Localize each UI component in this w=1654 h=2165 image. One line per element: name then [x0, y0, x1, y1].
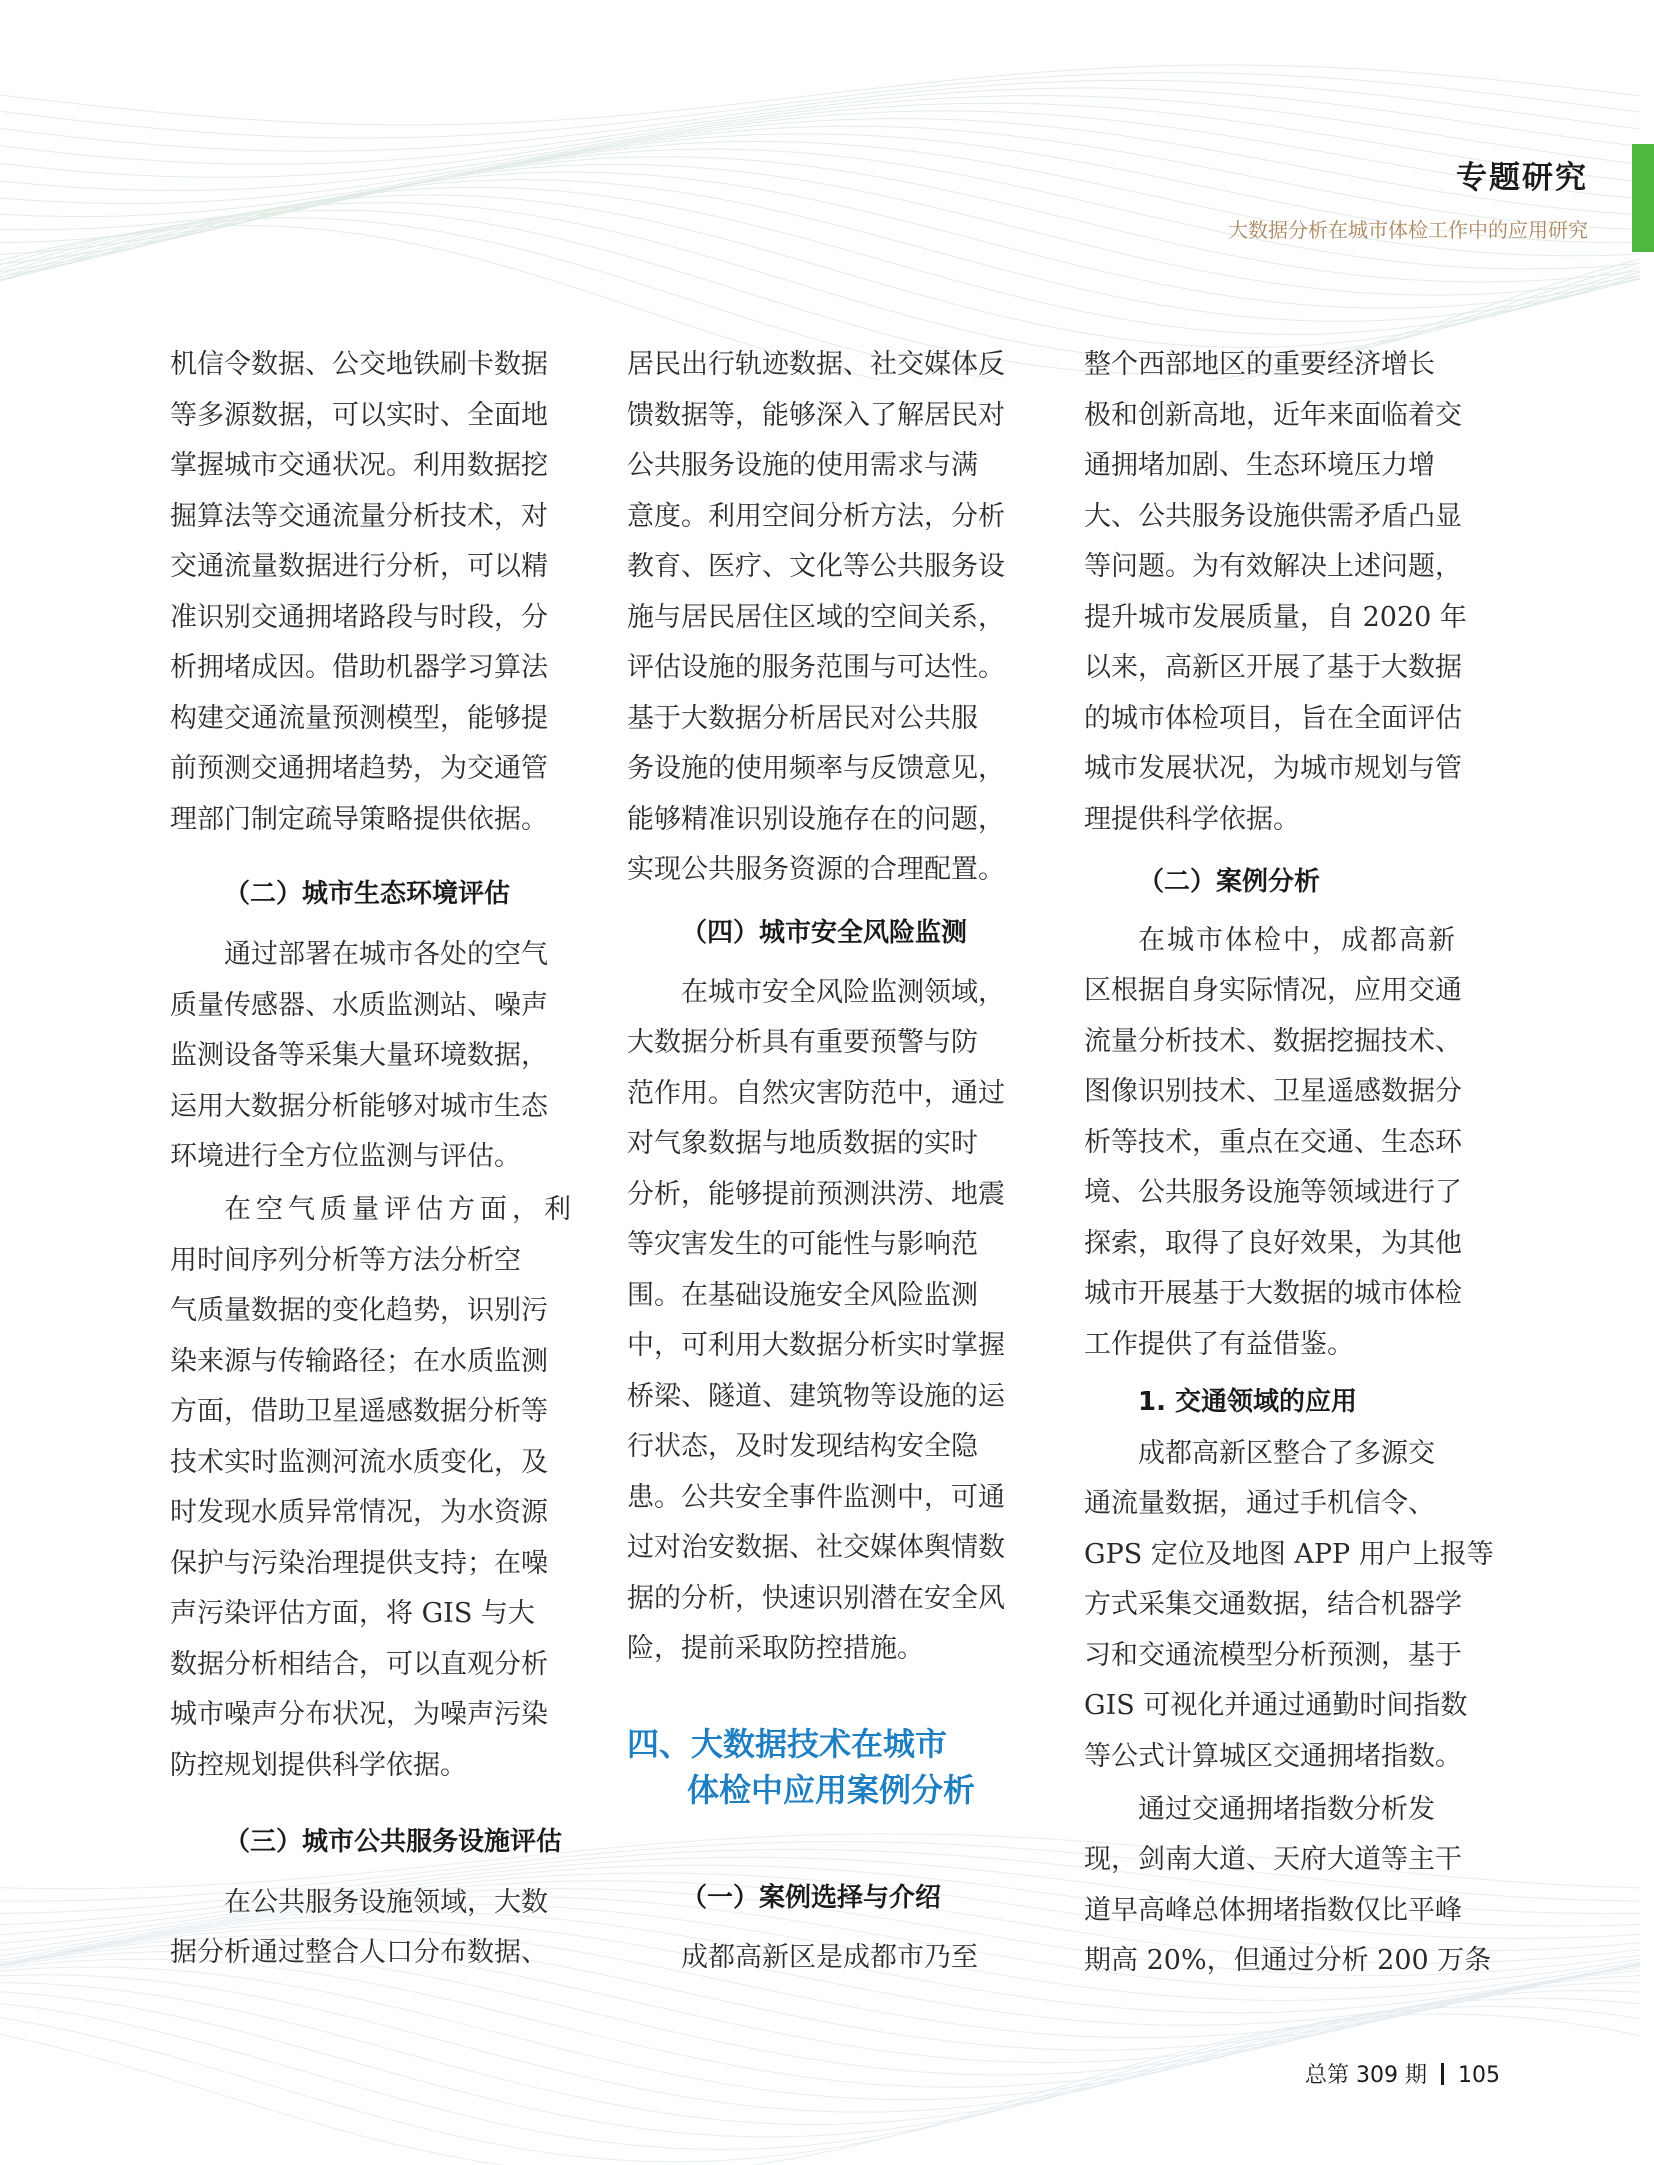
body-line: 整个西部地区的重要经济增长 — [1084, 349, 1435, 380]
body-line: 分析，能够提前预测洪涝、地震 — [627, 1179, 1005, 1210]
wave-line — [0, 65, 1640, 125]
body-line: 探索，取得了良好效果，为其他 — [1084, 1228, 1462, 1259]
section-title: 专题研究 — [1456, 160, 1588, 196]
body-line: 能够精准识别设施存在的问题， — [627, 804, 1005, 835]
body-line: 对气象数据与地质数据的实时 — [627, 1128, 978, 1159]
body-line: 据分析通过整合人口分布数据、 — [170, 1937, 548, 1968]
issue-number: 总第 309 期 — [1305, 2063, 1427, 2088]
subsection-heading: （四）城市安全风险监测 — [681, 918, 968, 948]
body-line: 时发现水质异常情况，为水资源 — [170, 1497, 548, 1528]
body-line: 城市噪声分布状况，为噪声污染 — [170, 1699, 548, 1730]
body-line: GIS 可视化并通过通勤时间指数 — [1084, 1690, 1468, 1721]
body-line: 等多源数据，可以实时、全面地 — [170, 400, 548, 431]
body-line: 方面，借助卫星遥感数据分析等 — [170, 1396, 548, 1427]
body-line: 习和交通流模型分析预测，基于 — [1084, 1640, 1462, 1671]
body-line: 通过部署在城市各处的空气 — [224, 939, 548, 970]
body-line: 馈数据等，能够深入了解居民对 — [627, 400, 1005, 431]
body-line: 声污染评估方面，将 GIS 与大 — [170, 1598, 535, 1629]
body-line: 析等技术，重点在交通、生态环 — [1084, 1127, 1462, 1158]
body-line: 施与居民居住区域的空间关系， — [627, 602, 1005, 633]
body-line: 评估设施的服务范围与可达性。 — [627, 652, 1005, 683]
body-line: 城市开展基于大数据的城市体检 — [1084, 1278, 1462, 1309]
subsection-heading: （三）城市公共服务设施评估 — [224, 1827, 563, 1857]
body-line: 据的分析，快速识别潜在安全风 — [627, 1583, 1005, 1614]
wave-line — [0, 1975, 1640, 2112]
body-line: 等问题。为有效解决上述问题， — [1084, 551, 1462, 582]
subsection-heading: （一）案例选择与介绍 — [681, 1883, 942, 1913]
body-line: GPS 定位及地图 APP 用户上报等 — [1084, 1539, 1494, 1570]
body-line: 实现公共服务资源的合理配置。 — [627, 854, 1005, 885]
body-line: 险，提前采取防控措施。 — [627, 1633, 924, 1664]
body-line: 教育、医疗、文化等公共服务设 — [627, 551, 1005, 582]
body-line: 通流量数据，通过手机信令、 — [1084, 1488, 1435, 1519]
body-line: 境、公共服务设施等领域进行了 — [1084, 1177, 1462, 1208]
body-line: 机信令数据、公交地铁刷卡数据 — [170, 349, 548, 380]
body-line: 桥梁、隧道、建筑物等设施的运 — [627, 1381, 1005, 1412]
body-line: 在空气质量评估方面，利 — [224, 1194, 576, 1225]
wave-line — [0, 96, 1640, 178]
section-heading: 四、大数据技术在城市 — [627, 1725, 948, 1763]
body-line: 围。在基础设施安全风险监测 — [627, 1280, 978, 1311]
body-line: 成都高新区是成都市乃至 — [681, 1942, 978, 1973]
body-line: 运用大数据分析能够对城市生态 — [170, 1091, 548, 1122]
article-running-title: 大数据分析在城市体检工作中的应用研究 — [1228, 218, 1588, 242]
wave-line — [0, 80, 1640, 151]
body-line: 以来，高新区开展了基于大数据 — [1084, 652, 1462, 683]
footer-divider — [1441, 2063, 1444, 2085]
body-line: 公共服务设施的使用需求与满 — [627, 450, 978, 481]
body-line: 气质量数据的变化趋势，识别污 — [170, 1295, 548, 1326]
body-line: 析拥堵成因。借助机器学习算法 — [170, 652, 548, 683]
body-line: 环境进行全方位监测与评估。 — [170, 1141, 521, 1172]
body-line: 染来源与传输路径；在水质监测 — [170, 1346, 548, 1377]
body-line: 现，剑南大道、天府大道等主干 — [1084, 1844, 1462, 1875]
body-line: 保护与污染治理提供支持；在噪 — [170, 1548, 548, 1579]
wave-line — [0, 187, 1640, 334]
body-line: 中，可利用大数据分析实时掌握 — [627, 1330, 1005, 1361]
body-line: 方式采集交通数据，结合机器学 — [1084, 1589, 1462, 1620]
body-line: 区根据自身实际情况，应用交通 — [1084, 975, 1462, 1006]
body-line: 工作提供了有益借鉴。 — [1084, 1329, 1354, 1360]
body-line: 用时间序列分析等方法分析空 — [170, 1245, 521, 1276]
wave-line — [0, 73, 1640, 138]
page-number: 105 — [1458, 2063, 1500, 2088]
page-footer — [1305, 2058, 1500, 2089]
subsection-heading: 1. 交通领域的应用 — [1138, 1387, 1358, 1417]
wave-line — [0, 111, 1640, 204]
body-line: 等灾害发生的可能性与影响范 — [627, 1229, 978, 1260]
body-line: 期高 20%，但通过分析 200 万条 — [1084, 1945, 1492, 1976]
body-line: 城市发展状况，为城市规划与管 — [1084, 753, 1462, 784]
body-line: 监测设备等采集大量环境数据， — [170, 1040, 548, 1071]
body-line: 交通流量数据进行分析，可以精 — [170, 551, 548, 582]
body-line: 技术实时监测河流水质变化，及 — [170, 1447, 548, 1478]
body-line: 数据分析相结合，可以直观分析 — [170, 1649, 548, 1680]
body-line: 提升城市发展质量，自 2020 年 — [1084, 602, 1467, 633]
wave-line — [0, 103, 1640, 190]
body-line: 道早高峰总体拥堵指数仅比平峰 — [1084, 1895, 1462, 1926]
body-line: 理部门制定疏导策略提供依据。 — [170, 804, 548, 835]
body-line: 前预测交通拥堵趋势，为交通管 — [170, 753, 548, 784]
body-line: 准识别交通拥堵路段与时段，分 — [170, 602, 548, 633]
subsection-heading: （二）案例分析 — [1138, 867, 1321, 897]
wave-line — [0, 149, 1640, 269]
body-line: 构建交通流量预测模型，能够提 — [170, 703, 548, 734]
wave-line — [0, 180, 1640, 322]
section-heading: 体检中应用案例分析 — [687, 1771, 976, 1809]
body-line: 通过交通拥堵指数分析发 — [1138, 1794, 1435, 1825]
body-line: 理提供科学依据。 — [1084, 804, 1300, 835]
subsection-heading: （二）城市生态环境评估 — [224, 879, 511, 909]
body-line: 图像识别技术、卫星遥感数据分 — [1084, 1076, 1462, 1107]
body-line: 在城市体检中，成都高新 — [1138, 925, 1457, 956]
header-wave-decoration — [0, 0, 1654, 380]
body-line: 极和创新高地，近年来面临着交 — [1084, 400, 1462, 431]
body-line: 掌握城市交通状况。利用数据挖 — [170, 450, 548, 481]
body-line: 通拥堵加剧、生态环境压力增 — [1084, 450, 1435, 481]
wave-line — [0, 1983, 1640, 2125]
body-line: 流量分析技术、数据挖掘技术、 — [1084, 1026, 1462, 1057]
body-line: 在城市安全风险监测领域， — [681, 977, 1005, 1008]
body-line: 防控规划提供科学依据。 — [170, 1750, 467, 1781]
body-line: 务设施的使用频率与反馈意见， — [627, 753, 1005, 784]
body-line: 掘算法等交通流量分析技术，对 — [170, 501, 548, 532]
wave-line — [0, 2014, 1640, 2165]
body-line: 在公共服务设施领域，大数 — [224, 1887, 548, 1918]
section-color-tab — [1632, 144, 1654, 252]
body-line: 基于大数据分析居民对公共服 — [627, 703, 978, 734]
body-line: 患。公共安全事件监测中，可通 — [627, 1482, 1005, 1513]
body-line: 范作用。自然灾害防范中，通过 — [627, 1078, 1005, 1109]
body-line: 成都高新区整合了多源交 — [1138, 1438, 1435, 1469]
body-line: 意度。利用空间分析方法，分析 — [627, 501, 1005, 532]
wave-line — [0, 88, 1640, 164]
body-line: 居民出行轨迹数据、社交媒体反 — [627, 349, 1005, 380]
body-line: 的城市体检项目，旨在全面评估 — [1084, 703, 1462, 734]
body-line: 过对治安数据、社交媒体舆情数 — [627, 1532, 1005, 1563]
body-line: 大数据分析具有重要预警与防 — [627, 1027, 978, 1058]
body-line: 大、公共服务设施供需矛盾凸显 — [1084, 501, 1462, 532]
wave-line — [0, 119, 1640, 217]
body-line: 质量传感器、水质监测站、噪声 — [170, 990, 548, 1021]
body-line: 行状态，及时发现结构安全隐 — [627, 1431, 978, 1462]
body-line: 等公式计算城区交通拥堵指数。 — [1084, 1741, 1462, 1772]
